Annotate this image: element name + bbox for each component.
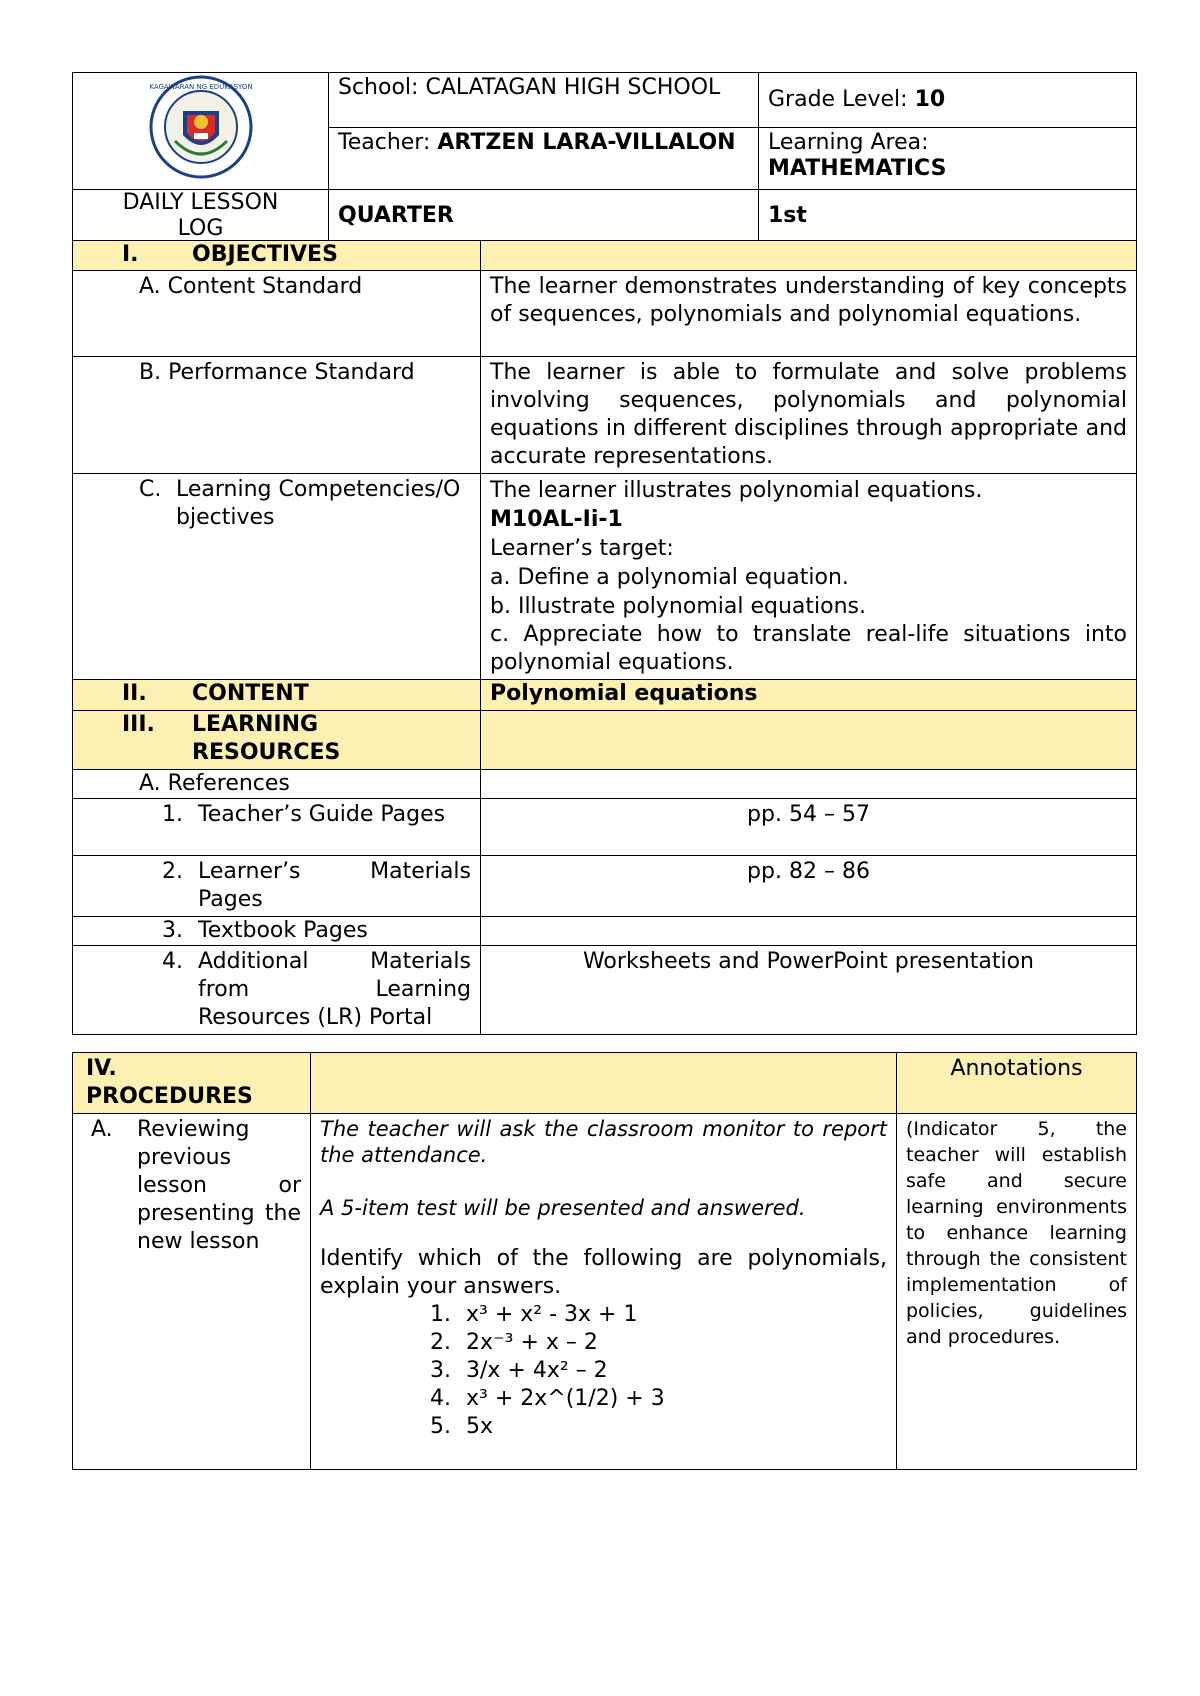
resource-value bbox=[481, 917, 1137, 946]
objectives-table bbox=[72, 240, 1137, 1035]
content-heading: II. CONTENT bbox=[73, 680, 481, 711]
list-item: 2. 2x⁻³ + x – 2 bbox=[430, 1330, 598, 1355]
deped-seal-icon bbox=[145, 75, 257, 179]
daily-lesson-log-title: DAILY LESSON LOG bbox=[73, 190, 329, 243]
annotation-text: (Indicator 5, the teacher will establish safe and secure learning environments to enhance learning through the consistent implementation of policies, guidelines and procedures. bbox=[897, 1114, 1137, 1470]
list-item: 4. x³ + 2x^(1/2) + 3 bbox=[430, 1386, 665, 1411]
objectives-heading: I. OBJECTIVES bbox=[73, 241, 481, 271]
performance-standard-text: The learner is able to formulate and solve problems involving sequences, polynomials and polynomial equations in different disciplines through appropriate and accurate representations. bbox=[481, 357, 1137, 474]
quarter-label: QUARTER bbox=[329, 190, 759, 243]
header-table bbox=[72, 72, 1137, 243]
instruction-attendance: The teacher will ask the classroom monitor to report the attendance. bbox=[320, 1117, 887, 1167]
quarter-value: 1st bbox=[759, 190, 1137, 243]
resource-item: 1. Teacher’s Guide Pages bbox=[73, 799, 481, 856]
list-item: 5. 5x bbox=[430, 1414, 494, 1439]
grade-level-value: 10 bbox=[914, 87, 946, 113]
target-c: c. Appreciate how to translate real-life situations into polynomial equations. bbox=[490, 622, 1127, 675]
list-item: 3. 3/x + 4x² – 2 bbox=[430, 1358, 608, 1383]
school-cell: School: CALATAGAN HIGH SCHOOL bbox=[329, 73, 759, 128]
resource-item: 3. Textbook Pages bbox=[73, 917, 481, 946]
test-items bbox=[320, 1301, 887, 1441]
school-name: CALATAGAN HIGH SCHOOL bbox=[425, 75, 721, 100]
references-label: A. References bbox=[73, 770, 481, 799]
resource-value: Worksheets and PowerPoint presentation bbox=[481, 946, 1137, 1035]
procedures-heading: IV. PROCEDURES bbox=[73, 1053, 311, 1114]
resource-value: pp. 82 – 86 bbox=[481, 856, 1137, 917]
competencies-text: The learner illustrates polynomial equations. M10AL-Ii-1 Learner’s target: a. Define a polynomial equation. b. Illustrate polynomial equations. c. Appreciate how to translate real-life situations into polynomial equations. bbox=[481, 474, 1137, 680]
resource-value: pp. 54 – 57 bbox=[481, 799, 1137, 856]
competency-code: M10AL-Ii-1 bbox=[490, 507, 623, 532]
content-standard-text: The learner demonstrates understanding of key concepts of sequences, polynomials and polynomial equations. bbox=[481, 271, 1137, 357]
step-a-content bbox=[311, 1114, 897, 1470]
step-a-label: A. Reviewing previous lesson or presenting the new lesson bbox=[73, 1114, 311, 1470]
test-prompt: Identify which of the following are polynomials, explain your answers. bbox=[320, 1246, 887, 1299]
teacher-cell: Teacher: ARTZEN LARA-VILLALON bbox=[329, 128, 759, 190]
annotations-heading: Annotations bbox=[897, 1053, 1137, 1114]
content-value: Polynomial equations bbox=[481, 680, 1137, 711]
learning-area-cell: Learning Area: MATHEMATICS bbox=[759, 128, 1137, 190]
deped-logo-cell bbox=[73, 73, 329, 190]
resource-item: 4. Additional Materials from Learning Resources (LR) Portal bbox=[73, 946, 481, 1035]
procedures-table bbox=[72, 1052, 1137, 1470]
target-a: a. Define a polynomial equation. bbox=[490, 565, 849, 590]
instruction-test: A 5-item test will be presented and answered. bbox=[320, 1196, 806, 1220]
content-standard-label: A. Content Standard bbox=[73, 271, 481, 357]
teacher-name: ARTZEN LARA-VILLALON bbox=[437, 130, 736, 156]
target-b: b. Illustrate polynomial equations. bbox=[490, 594, 866, 619]
grade-level-cell: Grade Level: 10 bbox=[759, 73, 1137, 128]
learning-area-value: MATHEMATICS bbox=[768, 156, 947, 182]
resource-item: 2. Learner’s Materials Pages bbox=[73, 856, 481, 917]
learning-resources-heading: III. LEARNING RESOURCES bbox=[73, 711, 481, 770]
competencies-label: C. Learning Competencies/Objectives bbox=[73, 474, 481, 680]
performance-standard-label: B. Performance Standard bbox=[73, 357, 481, 474]
seal-lettering: KAGAWARAN NG EDUKASYON bbox=[148, 83, 253, 91]
list-item: 1. x³ + x² - 3x + 1 bbox=[430, 1302, 638, 1327]
